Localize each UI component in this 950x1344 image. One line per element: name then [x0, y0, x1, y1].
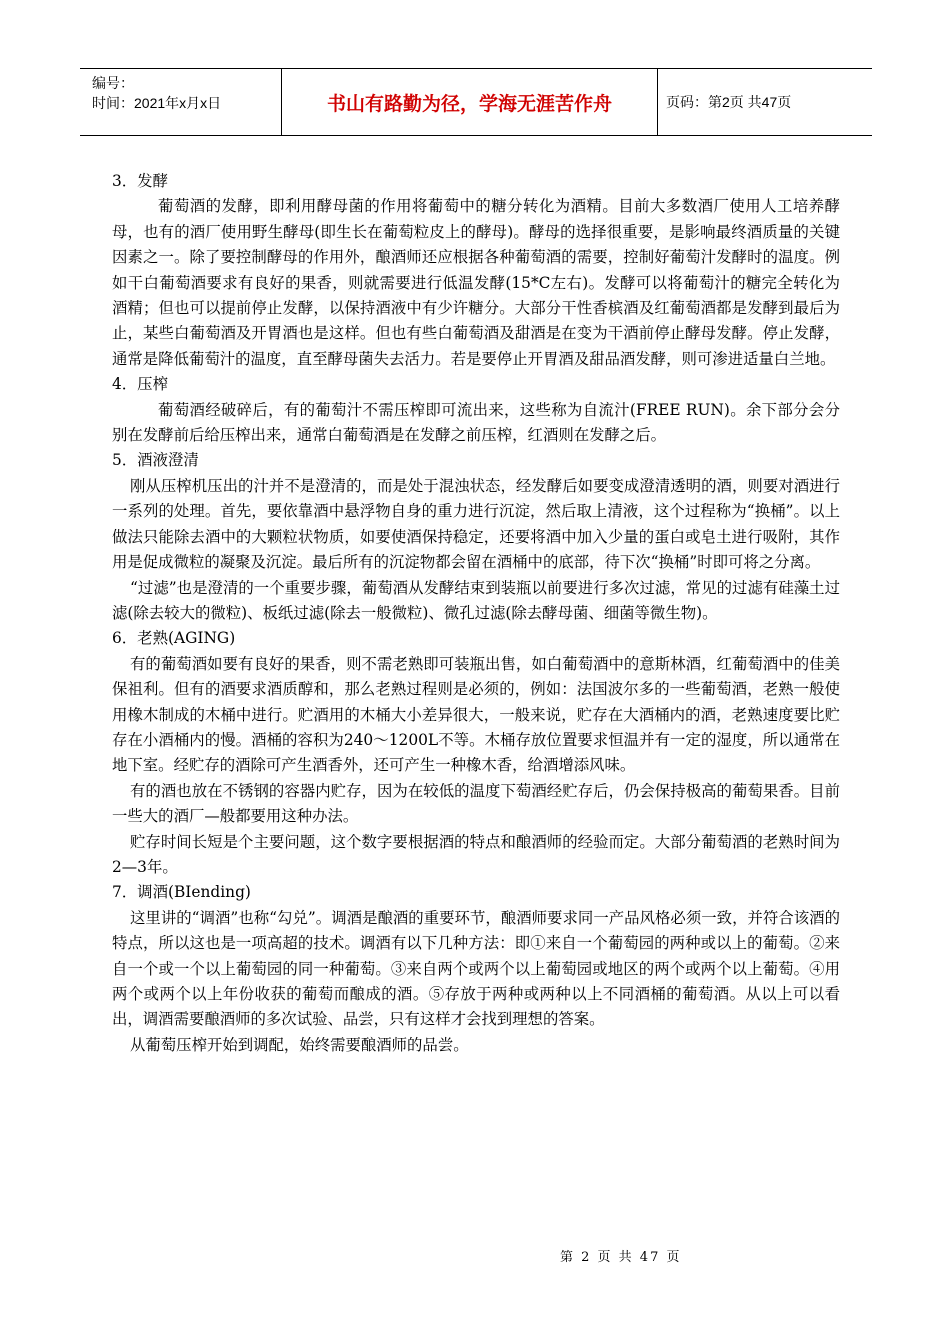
- page-footer: 第 2 页 共 47 页: [560, 1250, 682, 1265]
- header-motto: 书山有路勤为径，学海无涯苦作舟: [281, 69, 658, 135]
- header-page-info: 页码：第2页 共47页: [666, 94, 792, 110]
- paragraph: “过滤”也是澄清的一个重要步骤，葡萄酒从发酵结束到装瓶以前要进行多次过滤，常见的过滤有硅藻土过滤(除去较大的微粒)、板纸过滤(除去一般微粒)、微孔过滤(除去酵母菌、细菌等微生物)。: [112, 578, 840, 622]
- section-heading: 4．压榨: [112, 375, 168, 394]
- header-meta: [80, 69, 281, 135]
- document-time: 时间：2021年x月x日: [92, 95, 222, 111]
- section-heading: 3．发酵: [112, 172, 168, 190]
- paragraph: 有的葡萄酒如要有良好的果香，则不需老熟即可装瓶出售，如白葡萄酒中的意斯林酒，红葡萄酒中的佳美保祖利。但有的酒要求酒质醇和，那么老熟过程则是必须的，例如：法国波尔多的一些葡萄酒，老熟一般使用橡木制成的木桶中进行。贮酒用的木桶大小差异很大，一般来说，贮存在大酒桶内的酒，老熟速度要比贮存在小酒桶内的慢。酒桶的容积为240～1200L不等。木桶存放位置要求恒温并有一定的湿度，所以通常在地下室。经贮存的酒除可产生酒香外，还可产生一种橡木香，给酒增添风味。: [112, 654, 840, 775]
- section-heading: 5．酒液澄清: [112, 451, 199, 470]
- document-body: [112, 169, 840, 1058]
- paragraph: 葡萄酒的发酵，即利用酵母菌的作用将葡萄中的糖分转化为酒精。目前大多数酒厂使用人工培养酵母，也有的酒厂使用野生酵母(即生长在葡萄粒皮上的酵母)。酵母的选择很重要，是影响最终酒质量的关键因素之一。除了要控制酵母的作用外，酿酒师还应根据各种葡萄酒的需要，控制好葡萄汁发酵时的温度。例如干白葡萄酒要求有良好的果香，则就需要进行低温发酵(15*C左右)。发酵可以将葡萄汁的糖完全转化为酒精；但也可以提前停止发酵，以保持酒液中有少许糖分。大部分干性香槟酒及红葡萄酒都是发酵到最后为止，某些白葡萄酒及开胃酒也是这样。但也有些白葡萄酒及甜酒是在变为干酒前停止酵母发酵。停止发酵，通常是降低葡萄汁的温度，直至酵母菌失去活力。若是要停止开胃酒及甜品酒发酵，则可渗进适量白兰地。: [112, 197, 840, 368]
- paragraph: 刚从压榨机压出的汁并不是澄清的，而是处于混浊状态，经发酵后如要变成澄清透明的酒，则要对酒进行一系列的处理。首先，要依靠酒中悬浮物自身的重力进行沉淀，然后取上清液，这个过程称为“换桶”。以上做法只能除去酒中的大颗粒状物质，如要使酒保持稳定，还要将酒中加入少量的蛋白或皂土进行吸附，其作用是促成微粒的凝聚及沉淀。最后所有的沉淀物都会留在酒桶中的底部，待下次“换桶”时即可将之分离。: [112, 476, 840, 572]
- page-header: [80, 68, 872, 136]
- paragraph: 有的酒也放在不锈钢的容器内贮存，因为在较低的温度下萄酒经贮存后，仍会保持极高的葡萄果香。目前一些大的酒厂—般都要用这种办法。: [112, 781, 840, 826]
- paragraph: 这里讲的“调酒”也称“勾兑”。调酒是酿酒的重要环节，酿酒师要求同一产品风格必须一致，并符合该酒的特点，所以这也是一项高超的技术。调酒有以下几种方法：即①来自一个葡萄园的两种或以上的葡萄。②来自一个或一个以上葡萄园的同一种葡萄。③来自两个或两个以上葡萄园或地区的两个或两个以上葡萄。④用两个或两个以上年份收获的葡萄而酿成的酒。⑤存放于两种或两种以上不同酒桶的葡萄酒。从以上可以看出，调酒需要酿酒师的多次试验、品尝，只有这样才会找到理想的答案。: [112, 908, 840, 1029]
- section-heading: 6．老熟(AGING): [112, 629, 236, 648]
- paragraph: 从葡萄压榨开始到调配，始终需要酿酒师的品尝。: [130, 1035, 469, 1054]
- document-number-label: 编号：: [92, 75, 134, 91]
- paragraph: 贮存时间长短是个主要问题，这个数字要根据酒的特点和酿酒师的经验而定。大部分葡萄酒的老熟时间为2—3年。: [112, 832, 840, 876]
- section-heading: 7．调酒(BIending): [112, 883, 251, 902]
- paragraph: 葡萄酒经破碎后，有的葡萄汁不需压榨即可流出来，这些称为自流汁(FREE RUN)。余下部分会分别在发酵前后给压榨出来，通常白葡萄酒是在发酵之前压榨，红酒则在发酵之后。: [112, 400, 840, 445]
